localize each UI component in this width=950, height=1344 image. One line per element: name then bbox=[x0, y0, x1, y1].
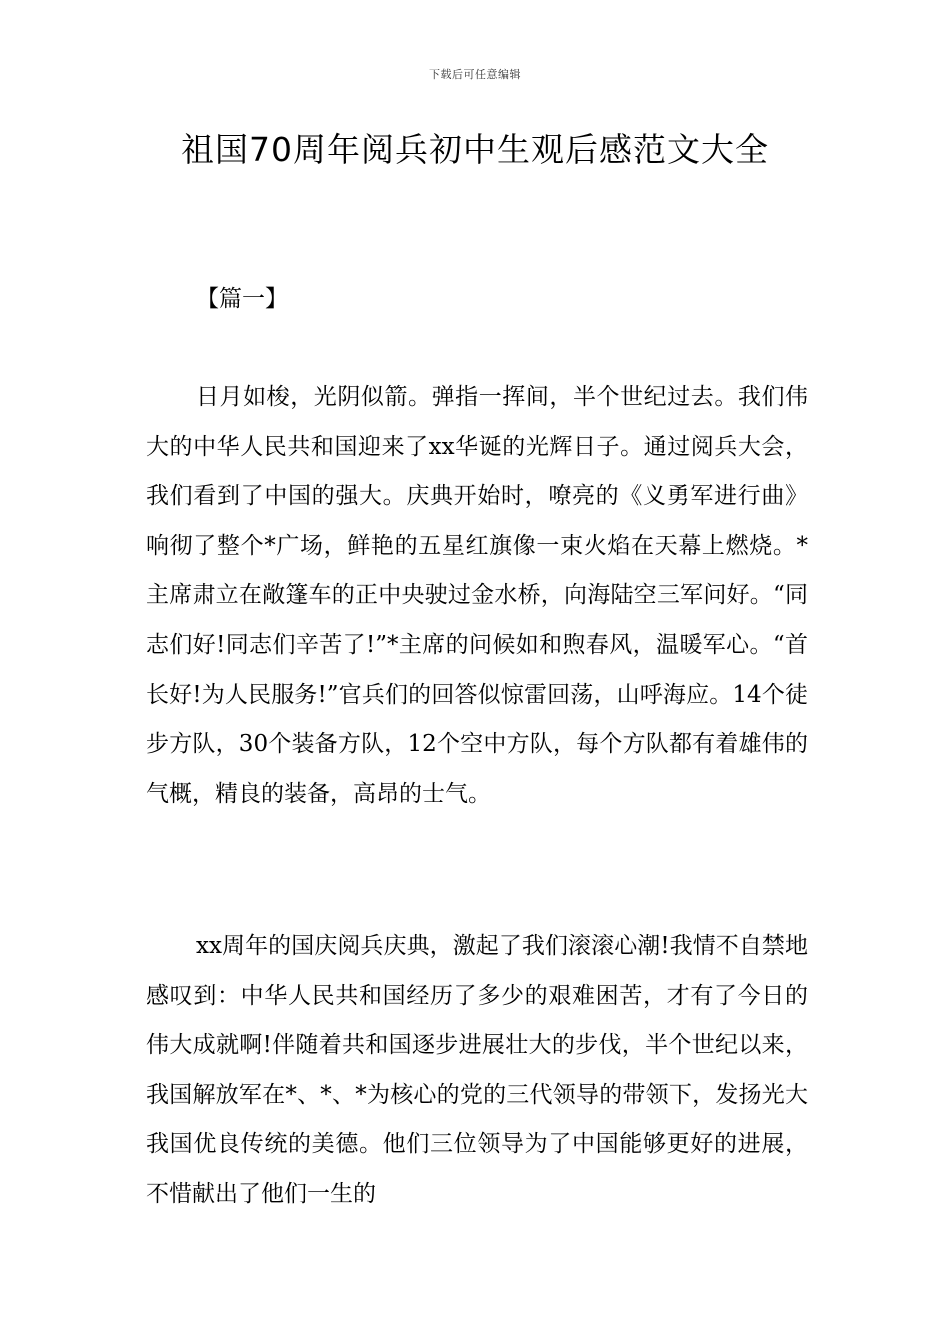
body-paragraph-1: 日月如梭，光阴似箭。弹指一挥间，半个世纪过去。我们伟大的中华人民共和国迎来了xx华诞的光辉日子。通过阅兵大会，我们看到了中国的强大。庆典开始时，嘹亮的《义勇军进行曲》响彻了整个*广场，鲜艳的五星红旗像一束火焰在天幕上燃烧。*主席肃立在敞篷车的正中央驶过金水桥，向海陆空三军问好。“同志们好!同志们辛苦了!”*主席的问候如和煦春风，温暖军心。“首长好!为人民服务!”官兵们的回答似惊雷回荡，山呼海应。14个徒步方队，30个装备方队，12个空中方队，每个方队都有着雄伟的气概，精良的装备，高昂的士气。 bbox=[146, 384, 808, 807]
section-heading: 【篇一】 bbox=[196, 286, 288, 312]
body-paragraph-2: xx周年的国庆阅兵庆典，激起了我们滚滚心潮!我情不自禁地感叹到：中华人民共和国经历了多少的艰难困苦，才有了今日的伟大成就啊!伴随着共和国逐步进展壮大的步伐，半个世纪以来，我国解放军在*、*、*为核心的党的三代领导的带领下，发扬光大我国优良传统的美德。他们三位领导为了中国能够更好的进展，不惜献出了他们一生的 bbox=[146, 933, 808, 1207]
document-title: 祖国70周年阅兵初中生观后感范文大全 bbox=[181, 130, 769, 169]
header-note: 下载后可任意编辑 bbox=[429, 68, 521, 81]
